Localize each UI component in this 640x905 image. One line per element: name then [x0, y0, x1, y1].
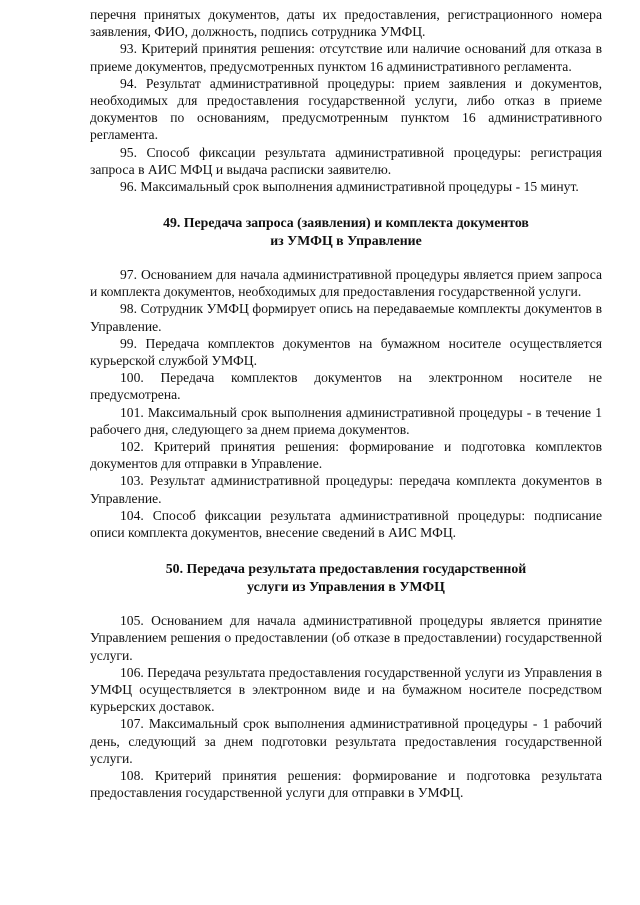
paragraph-continuation: перечня принятых документов, даты их предоставления, регистрационного номера заявления, ФИО, должность, подпись сотрудника УМФЦ. — [90, 7, 602, 40]
spacer — [90, 541, 602, 560]
spacer — [90, 595, 602, 612]
paragraph-108: 108. Критерий принятия решения: формирование и подготовка результата предоставления государственной услуги для отправки в УМФЦ. — [90, 767, 602, 801]
section-49-title-line-1: 49. Передача запроса (заявления) и комплекта документов — [163, 215, 529, 231]
section-50-title-line-1: 50. Передача результата предоставления государственной — [165, 561, 527, 577]
paragraph-96: 96. Максимальный срок выполнения административной процедуры - 15 минут. — [120, 179, 579, 195]
paragraph-95: 95. Способ фиксации результата административной процедуры: регистрация запроса в АИС МФЦ и выдача расписки заявителю. — [90, 144, 602, 177]
spacer — [90, 249, 602, 266]
section-50-title-line-2: услуги из Управления в УМФЦ — [247, 578, 445, 594]
spacer — [90, 195, 602, 214]
paragraph-105: 105. Основанием для начала административной процедуры является принятие Управлением решения о предоставлении (об отказе в предоставлении) государственной услуги. — [90, 613, 602, 663]
paragraph-99: 99. Передача комплектов документов на бумажном носителе осуществляется курьерской службой УМФЦ. — [90, 335, 602, 369]
paragraph-97: 97. Основанием для начала административной процедуры является прием запроса и комплекта документов, необходимых для предоставления государственной услуги. — [90, 267, 602, 300]
paragraph-102: 102. Критерий принятия решения: формирование и подготовка комплектов документов для отправки в Управление. — [90, 439, 602, 472]
paragraph-101: 101. Максимальный срок выполнения административной процедуры - в течение 1 рабочего дня, следующего за днем приема документов. — [90, 404, 602, 437]
paragraph-100: 100. Передача комплектов документов на электронном носителе не предусмотрена. — [90, 370, 602, 403]
paragraph-103: 103. Результат административной процедуры: передача комплекта документов в Управление. — [90, 473, 602, 506]
paragraph-93: 93. Критерий принятия решения: отсутствие или наличие оснований для отказа в приеме документов, предусмотренных пунктом 16 административного регламента. — [90, 41, 602, 74]
paragraph-104: 104. Способ фиксации результата административной процедуры: подписание описи комплекта документов, внесение сведений в АИС МФЦ. — [90, 507, 602, 541]
paragraph-94: 94. Результат административной процедуры: прием заявления и документов, необходимых для предоставления государственной услуги, либо отказ в приеме документов по основаниям, предусмотренным пунктом 16 административного регламента. — [90, 75, 602, 143]
paragraph-107: 107. Максимальный срок выполнения административной процедуры - 1 рабочий день, следующий за днем подготовки результата предоставления государственной услуги. — [90, 716, 602, 766]
paragraph-98: 98. Сотрудник УМФЦ формирует опись на передаваемые комплекты документов в Управление. — [90, 301, 602, 334]
section-49-title-line-2: из УМФЦ в Управление — [270, 232, 422, 248]
paragraph-106: 106. Передача результата предоставления государственной услуги из Управления в УМФЦ осуществляется в электронном виде и на бумажном носителе посредством курьерских доставок. — [90, 664, 602, 715]
